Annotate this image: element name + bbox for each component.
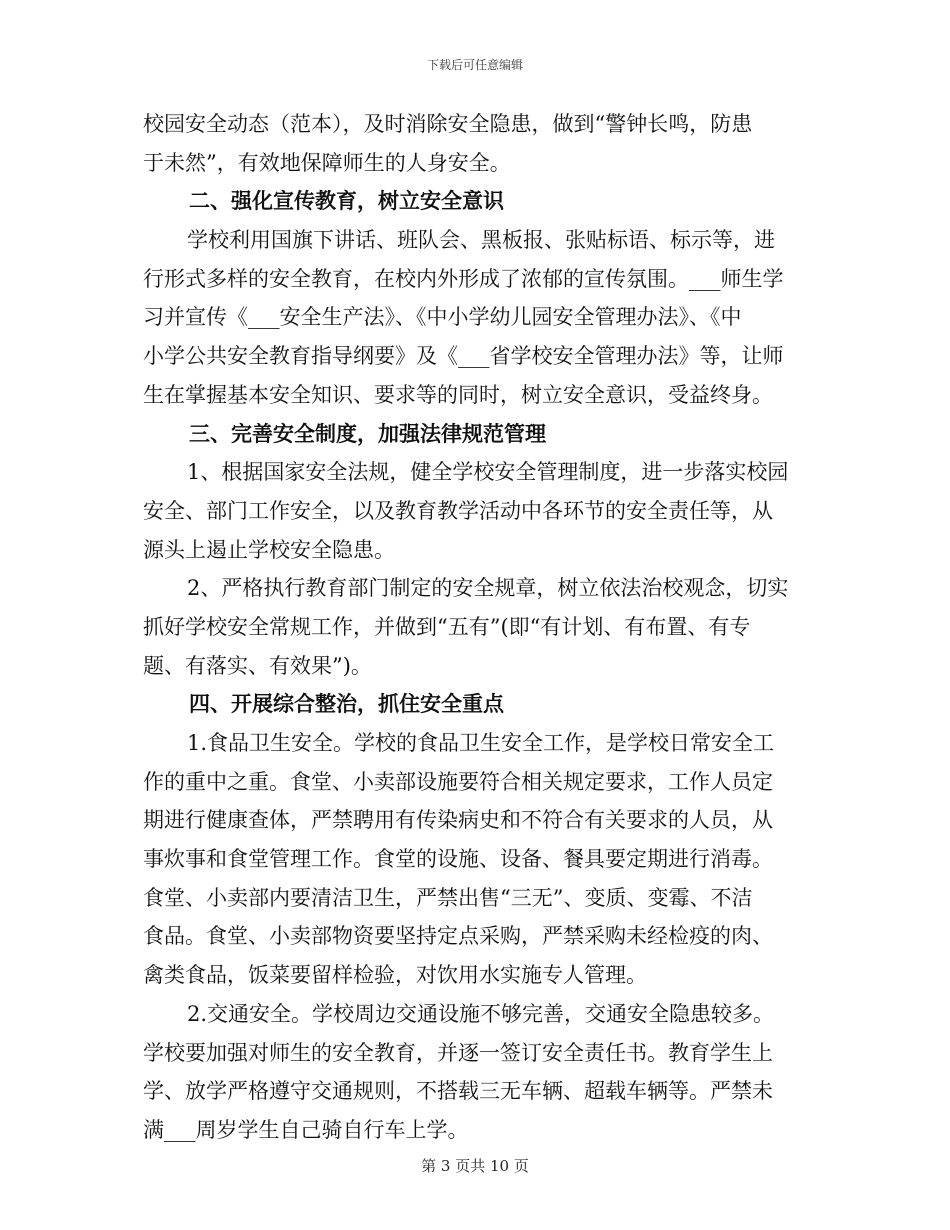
paragraph-line: 期进行健康查体，严禁聘用有传染病史和不符合有关要求的人员，从 (143, 808, 773, 833)
section-heading: 三、完善安全制度，加强法律规范管理 (189, 420, 546, 446)
paragraph-line: 食品。食堂、小卖部物资要坚持定点采购，严禁采购未经检疫的肉、 (143, 924, 773, 949)
paragraph-line: 习并宣传《___安全生产法》、《中小学幼儿园安全管理办法》、《中 (143, 305, 742, 330)
paragraph-line: 2.交通安全。学校周边交通设施不够完善，交通安全隐患较多。 (187, 1001, 775, 1026)
paragraph-line: 源头上遏止学校安全隐患。 (143, 537, 395, 562)
paragraph-line: 生在掌握基本安全知识、要求等的同时，树立安全意识，受益终身。 (143, 382, 773, 407)
paragraph-line: 禽类食品，饭菜要留样检验，对饮用水实施专人管理。 (143, 963, 647, 988)
paragraph-line: 学校利用国旗下讲话、班队会、黑板报、张贴标语、标示等，进 (187, 228, 775, 253)
paragraph-line: 满___周岁学生自己骑自行车上学。 (143, 1117, 469, 1142)
paragraph-line: 事炊事和食堂管理工作。食堂的设施、设备、餐具要定期进行消毒。 (143, 847, 773, 872)
paragraph-line: 学校要加强对师生的安全教育，并逐一签订安全责任书。教育学生上 (143, 1040, 773, 1065)
paragraph-line: 安全、部门工作安全，以及教育教学活动中各环节的安全责任等，从 (143, 498, 773, 523)
section-heading: 二、强化宣传教育，树立安全意识 (189, 188, 504, 214)
paragraph-line: 食堂、小卖部内要清洁卫生，严禁出售“三无”、变质、变霉、不洁 (143, 885, 753, 910)
paragraph-line: 于未然”，有效地保障师生的人身安全。 (143, 150, 511, 175)
paragraph-line: 小学公共安全教育指导纲要》及《___省学校安全管理办法》等，让师 (143, 344, 784, 369)
paragraph-line: 1、根据国家安全法规，健全学校安全管理制度，进一步落实校园 (187, 460, 789, 485)
paragraph-line: 学、放学严格遵守交通规则，不搭载三无车辆、超载车辆等。严禁未 (143, 1079, 773, 1104)
paragraph-line: 校园安全动态（范本），及时消除安全隐患，做到“警钟长鸣，防患 (143, 112, 753, 136)
paragraph-line: 行形式多样的安全教育，在校内外形成了浓郁的宣传氛围。___师生学 (143, 266, 784, 291)
paragraph-line: 2、严格执行教育部门制定的安全规章，树立依法治校观念，切实 (187, 576, 789, 601)
paragraph-line: 抓好学校安全常规工作，并做到“五有”(即“有计划、有布置、有专 (143, 614, 751, 639)
section-heading: 四、开展综合整治，抓住安全重点 (189, 691, 504, 717)
header-note: 下载后可任意编辑 (426, 58, 523, 72)
paragraph-line: 作的重中之重。食堂、小卖部设施要符合相关规定要求，工作人员定 (143, 769, 773, 794)
paragraph-line: 题、有落实、有效果”)。 (143, 653, 372, 678)
page-number: 第 3 页共 10 页 (421, 1157, 529, 1175)
document-body (143, 105, 808, 1150)
paragraph-line: 1.食品卫生安全。学校的食品卫生安全工作，是学校日常安全工 (187, 731, 775, 755)
